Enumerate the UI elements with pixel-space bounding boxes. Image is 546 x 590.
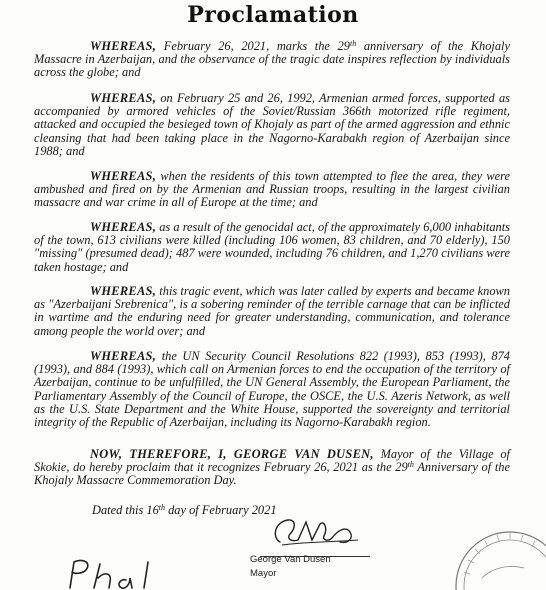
paragraph-text: anniversary of the Khojaly Massacre in Azerbaijan, and the observance of the tragic date inspires reflection by individuals across the globe; and xyxy=(34,39,510,80)
left-signature-mark xyxy=(60,556,170,590)
ordinal-suffix: th xyxy=(349,39,357,48)
whereas-lead: WHEREAS, xyxy=(90,349,157,363)
signatory-title: Mayor xyxy=(250,568,277,579)
whereas-lead: WHEREAS, xyxy=(90,284,157,298)
whereas-lead: WHEREAS, xyxy=(90,39,157,53)
proclamation-paragraph xyxy=(34,448,510,488)
ordinal-suffix: th xyxy=(407,460,414,470)
whereas-lead: WHEREAS, xyxy=(90,169,157,183)
dated-line xyxy=(92,503,277,518)
paragraph-text: on February 25 and 26, 1992, Armenian armed forces, supported as accompanied by armored vehicles of the Soviet/Russian 366th motorized rifle regiment, attacked and occupied the besieged town of Khojaly as part of the armed aggression and ethnic cleansing that had been taking place in the Nagorno-Karabakh region of Azerbaijan since 1988; and xyxy=(34,91,510,158)
dated-text: day of February 2021 xyxy=(165,503,277,517)
village-seal xyxy=(452,528,546,590)
whereas-paragraph-3 xyxy=(34,170,510,210)
paragraph-text: this tragic event, which was later called by experts and became known as "Azerbaijani Srebrenica", is a sobering reminder of the terrible carnage that can be inflicted in wartime and the enduring need for greater understanding, communication, and tolerance among people the world over; and xyxy=(34,284,510,338)
paragraph-text: when the residents of this town attempted to flee the area, they were ambushed and fired on by the Armenian and Russian troops, resulting in the largest civilian massacre and war crime in all of Europe at the time; and xyxy=(34,169,510,210)
whereas-paragraph-5 xyxy=(34,285,510,338)
paragraph-text: Mayor of the Village of Skokie, do hereby proclaim that it recognizes February 26, 2021 as the 29 xyxy=(34,447,510,475)
paragraph-text: the UN Security Council Resolutions 822 (1993), 853 (1993), 874 (1993), and 884 (1993), which call on Armenian forces to end the occupation of the territory of Azerbaijan, continue to be unfulfilled, the UN General Assembly, the European Parliament, the Parliamentary Assembly of the Council of Europe, the OSCE, the U.S. Azeris Network, as well as the U.S. State Department and the White House, supported the sovereignty and territorial integrity of the Republic of Azerbaijan, including its Nagorno-Karabakh region. xyxy=(34,349,510,430)
whereas-paragraph-6 xyxy=(34,350,510,429)
whereas-lead: WHEREAS, xyxy=(90,220,157,234)
paragraph-text: as a result of the genocidal act, of the approximately 6,000 inhabitants of the town, 613 civilians were killed (including 106 women, 83 children, and 70 elderly), 150 "missing" (presumed dead); 487 were wounded, including 76 children, and 1,270 civilians were taken hostage; and xyxy=(34,220,510,274)
paragraph-text: February 26, 2021, marks the 29 xyxy=(156,39,350,53)
whereas-paragraph-2 xyxy=(34,92,510,158)
whereas-lead: WHEREAS, xyxy=(90,91,157,105)
whereas-paragraph-1 xyxy=(34,40,510,80)
signatory-name: George Van Dusen xyxy=(250,554,331,565)
ordinal-suffix: th xyxy=(158,503,166,512)
dated-text: Dated this 16 xyxy=(92,503,159,517)
proclaim-lead: NOW, THEREFORE, I, GEORGE VAN DUSEN, xyxy=(90,447,374,461)
paragraph-text: Anniversary of the Khojaly Massacre Commemoration Day. xyxy=(34,460,510,488)
whereas-paragraph-4 xyxy=(34,221,510,274)
document-title: Proclamation xyxy=(187,2,359,28)
mayor-signature-mark xyxy=(262,512,362,552)
